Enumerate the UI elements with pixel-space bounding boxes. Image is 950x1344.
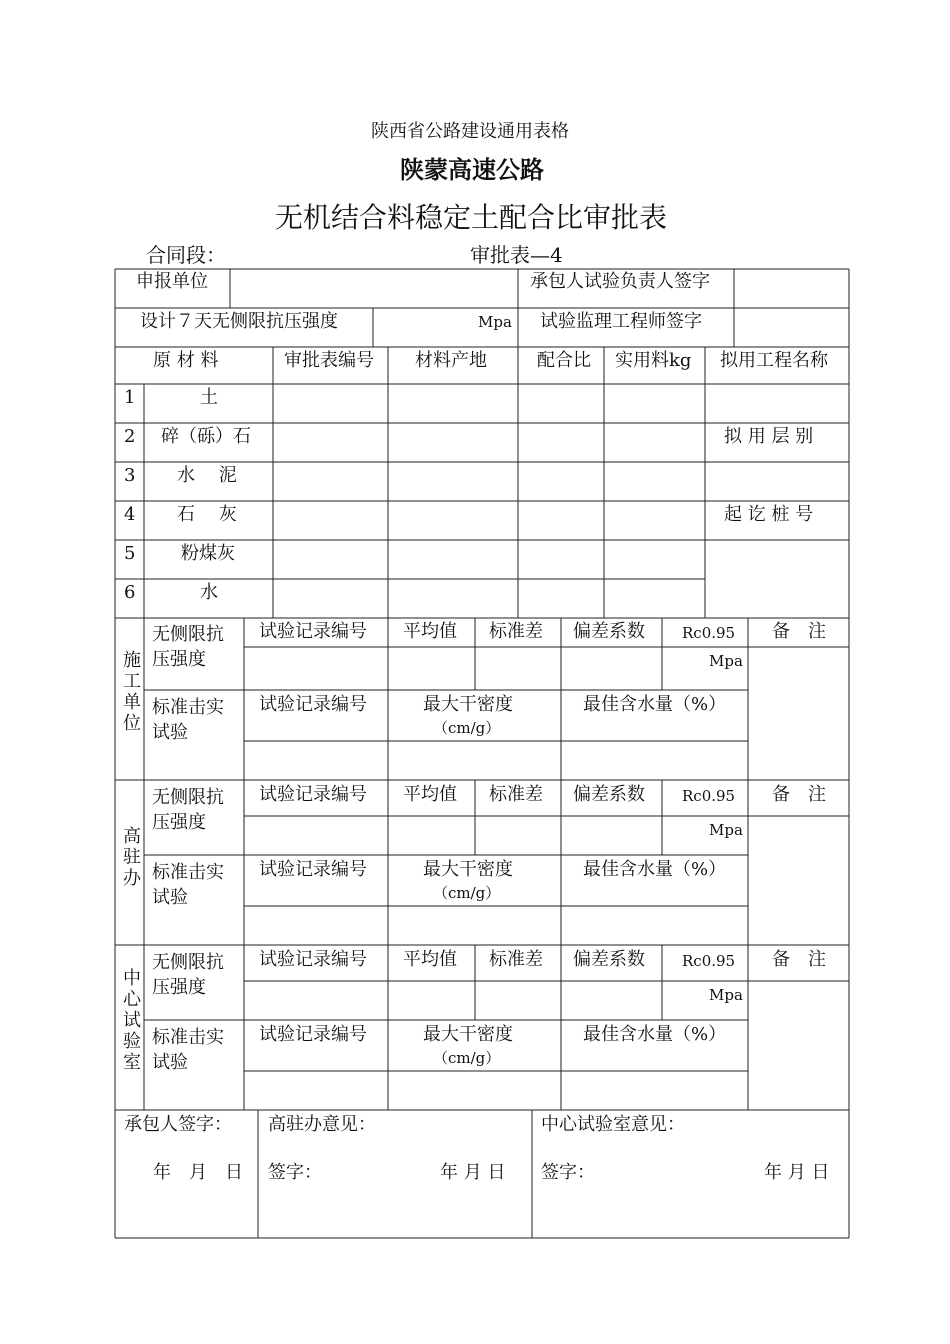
max-density-header: 最大干密度 (423, 859, 513, 880)
std-header: 标准差 (489, 784, 543, 805)
row-number: 5 (124, 543, 136, 564)
contractor-sign-footer: 承包人签字： (124, 1114, 232, 1135)
cv-header: 偏差系数 (573, 949, 645, 970)
central-lab-sign: 签字： (541, 1162, 595, 1183)
col-header-actual-kg: 实用料kg (615, 350, 692, 371)
col-header-mix-ratio: 配合比 (537, 350, 591, 371)
row-number: 3 (124, 465, 136, 486)
max-density-header: 最大干密度 (423, 694, 513, 715)
avg-header: 平均值 (403, 784, 457, 805)
avg-header: 平均值 (403, 949, 457, 970)
strength-test-label: 无侧限抗压强度 (152, 624, 224, 670)
material-name: 土 (200, 387, 218, 408)
project-name: 陕蒙高速公路 (400, 156, 544, 184)
section-label-central-lab: 中心试验室 (120, 968, 141, 1073)
rc-unit: Mpa (709, 652, 743, 670)
record-no-header: 试验记录编号 (259, 1024, 367, 1045)
max-density-header: 最大干密度 (423, 1024, 513, 1045)
std-header: 标准差 (489, 949, 543, 970)
row-number: 1 (124, 387, 136, 408)
central-lab-date: 年 月 日 (764, 1162, 830, 1183)
opt-moisture-header: 最佳含水量（%） (583, 859, 727, 880)
section-label-resident-office: 高驻办 (120, 826, 141, 889)
col-header-origin: 材料产地 (415, 350, 487, 371)
rc-header: Rc0.95 (682, 624, 736, 642)
record-no-header: 试验记录编号 (259, 859, 367, 880)
cv-header: 偏差系数 (573, 621, 645, 642)
compaction-test-label: 标准击实试验 (152, 1027, 224, 1073)
record-no-header: 试验记录编号 (259, 949, 367, 970)
form-series-label: 陕西省公路建设通用表格 (371, 121, 569, 142)
std-header: 标准差 (489, 621, 543, 642)
contract-section-label: 合同段： (146, 243, 226, 267)
material-name: 石 灰 (177, 504, 237, 525)
density-unit: （cm/g） (433, 719, 501, 737)
remark-header: 备 注 (772, 784, 826, 805)
rc-unit: Mpa (709, 821, 743, 839)
rc-header: Rc0.95 (682, 952, 736, 970)
remark-header: 备 注 (772, 621, 826, 642)
density-unit: （cm/g） (433, 884, 501, 902)
rc-unit: Mpa (709, 986, 743, 1004)
rc-header: Rc0.95 (682, 787, 736, 805)
record-no-header: 试验记录编号 (259, 621, 367, 642)
strength-test-label: 无侧限抗压强度 (152, 952, 224, 998)
material-name: 碎（砾）石 (161, 426, 251, 447)
row-number: 4 (124, 504, 136, 525)
supervisor-sign-label: 试验监理工程师签字 (540, 311, 702, 332)
page-title: 无机结合料稳定土配合比审批表 (275, 201, 668, 234)
opt-moisture-header: 最佳含水量（%） (583, 694, 727, 715)
strength-unit: Mpa (478, 313, 512, 331)
resident-office-sign: 签字： (268, 1162, 322, 1183)
design-strength-label: 设计７天无侧限抗压强度 (140, 311, 338, 332)
station-range-label: 起 讫 桩 号 (724, 504, 814, 525)
central-lab-opinion: 中心试验室意见： (541, 1114, 685, 1135)
col-header-project-name: 拟用工程名称 (720, 350, 828, 371)
contractor-date: 年 月 日 (153, 1162, 243, 1183)
material-name: 水 (200, 582, 218, 603)
density-unit: （cm/g） (433, 1049, 501, 1067)
material-name: 粉煤灰 (181, 543, 235, 564)
compaction-test-label: 标准击实试验 (152, 697, 224, 743)
resident-office-opinion: 高驻办意见： (268, 1114, 376, 1135)
col-header-material: 原 材 料 (153, 350, 219, 371)
compaction-test-label: 标准击实试验 (152, 862, 224, 908)
contractor-sign-label: 承包人试验负责人签字 (530, 271, 710, 292)
opt-moisture-header: 最佳含水量（%） (583, 1024, 727, 1045)
applicant-label: 申报单位 (136, 271, 208, 292)
col-header-approval-no: 审批表编号 (284, 350, 374, 371)
cv-header: 偏差系数 (573, 784, 645, 805)
section-label-contractor: 施工单位 (120, 650, 141, 734)
record-no-header: 试验记录编号 (259, 784, 367, 805)
strength-test-label: 无侧限抗压强度 (152, 787, 224, 833)
form-number: 审批表—4 (470, 243, 563, 267)
avg-header: 平均值 (403, 621, 457, 642)
layer-label: 拟 用 层 别 (724, 426, 814, 447)
material-name: 水 泥 (177, 465, 237, 486)
resident-office-date: 年 月 日 (440, 1162, 506, 1183)
record-no-header: 试验记录编号 (259, 694, 367, 715)
row-number: 6 (124, 582, 136, 603)
remark-header: 备 注 (772, 949, 826, 970)
row-number: 2 (124, 426, 136, 447)
